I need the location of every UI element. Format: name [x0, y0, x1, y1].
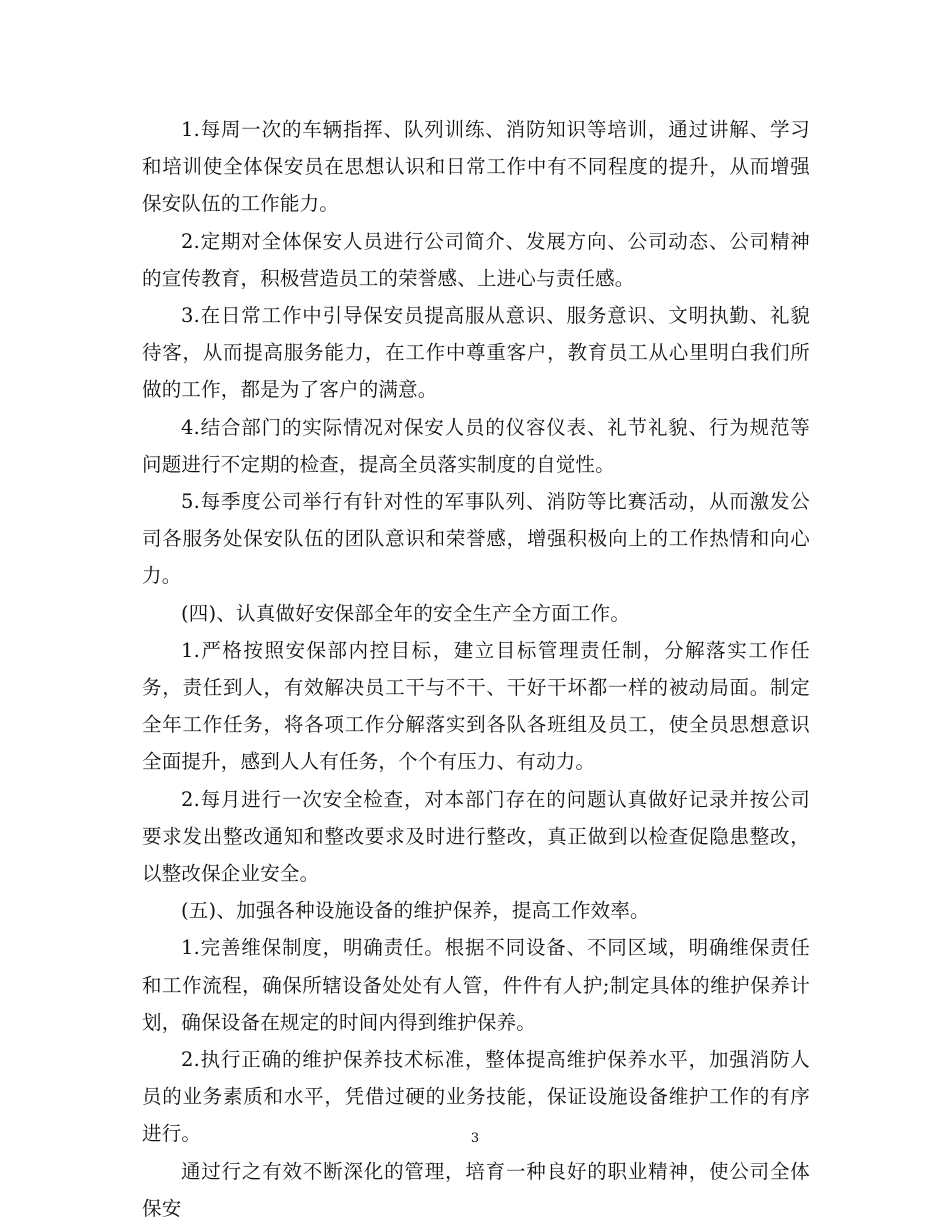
paragraph-company-education: 2.定期对全体保安人员进行公司简介、发展方向、公司动态、公司精神的宣传教育，积极营造员工的荣誉感、上进心与责任感。	[142, 229, 810, 290]
paragraph-monthly-safety-check: 2.每月进行一次安全检查，对本部门存在的问题认真做好记录并按公司要求发出整改通知和整改要求及时进行整改，真正做到以检查促隐患整改，以整改保企业安全。	[142, 787, 810, 886]
page-number: 3	[470, 1131, 480, 1146]
paragraph-quarterly-competition: 5.每季度公司举行有针对性的军事队列、消防等比赛活动，从而激发公司各服务处保安队伍的团队意识和荣誉感，增强积极向上的工作热情和向心力。	[142, 490, 810, 588]
document-body	[142, 111, 810, 1227]
paragraph-service-awareness: 3.在日常工作中引导保安员提高服从意识、服务意识、文明执勤、礼貌待客，从而提高服务能力，在工作中尊重客户，教育员工从心里明白我们所做的工作，都是为了客户的满意。	[142, 304, 810, 402]
paragraph-maintenance-standards: 2.执行正确的维护保养技术标准，整体提高维护保养水平，加强消防人员的业务素质和水平，凭借过硬的业务技能，保证设施设备维护工作的有序进行。	[142, 1048, 810, 1146]
paragraph-inspection: 4.结合部门的实际情况对保安人员的仪容仪表、礼节礼貌、行为规范等问题进行不定期的检查，提高全员落实制度的自觉性。	[142, 415, 810, 476]
section-heading-4: (四)、认真做好安保部全年的安全生产全方面工作。	[181, 601, 631, 625]
paragraph-maintenance-system: 1.完善维保制度，明确责任。根据不同设备、不同区域，明确维保责任和工作流程，确保所辖设备处处有人管，件件有人护;制定具体的维护保养计划，确保设备在规定的时间内得到维护保养。	[142, 936, 810, 1034]
paragraph-closing: 通过行之有效不断深化的管理，培育一种良好的职业精神，使公司全体保安	[142, 1159, 810, 1220]
section-heading-5: (五)、加强各种设施设备的维护保养，提高工作效率。	[181, 899, 650, 923]
paragraph-training-weekly: 1.每周一次的车辆指挥、队列训练、消防知识等培训，通过讲解、学习和培训使全体保安员在思想认识和日常工作中有不同程度的提升，从而增强保安队伍的工作能力。	[142, 118, 810, 216]
paragraph-responsibility-system: 1.严格按照安保部内控目标，建立目标管理责任制，分解落实工作任务，责任到人，有效解决员工干与不干、干好干坏都一样的被动局面。制定全年工作任务，将各项工作分解落实到各队各班组及员工，使全员思想意识全面提升，感到人人有任务，个个有压力、有动力。	[142, 638, 810, 774]
